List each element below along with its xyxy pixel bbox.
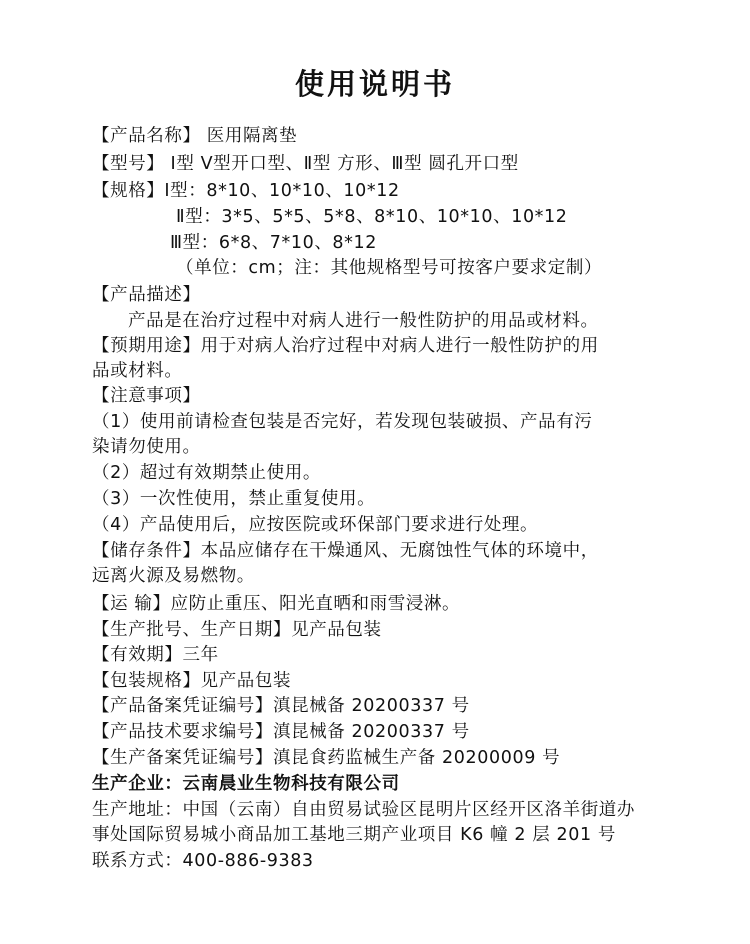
spec-unit-note: （单位：cm；注：其他规格型号可按客户要求定制） (176, 258, 603, 278)
precaution-3: （3）一次性使用，禁止重复使用。 (92, 489, 376, 509)
batch-date-line: 【生产批号、生产日期】见产品包装 (92, 620, 382, 640)
storage-line-1: 【储存条件】本品应储存在干燥通风、无腐蚀性气体的环境中， (92, 541, 599, 561)
manufacturer-line: 生产企业：云南晨业生物科技有限公司 (92, 774, 400, 794)
packaging-line: 【包装规格】见产品包装 (92, 671, 292, 691)
storage-line-2: 远离火源及易燃物。 (92, 566, 255, 586)
precautions-heading: 【注意事项】 (92, 386, 201, 406)
precaution-4: （4）产品使用后，应按医院或环保部门要求进行处理。 (92, 515, 539, 535)
precaution-1-line-2: 染请勿使用。 (92, 437, 201, 457)
production-filing-number-line: 【生产备案凭证编号】滇昆食药监械生产备 20200009 号 (92, 748, 561, 768)
description-text: 产品是在治疗过程中对病人进行一般性防护的用品或材料。 (128, 311, 599, 331)
address-line-1: 生产地址：中国（云南）自由贸易试验区昆明片区经开区洛羊街道办 (92, 800, 635, 820)
model-line: 【型号】 Ⅰ型 Ⅴ型开口型、Ⅱ型 方形、Ⅲ型 圆孔开口型 (92, 154, 519, 174)
address-line-2: 事处国际贸易城小商品加工基地三期产业项目 K6 幢 2 层 201 号 (92, 825, 617, 845)
document-title: 使用说明书 (294, 67, 455, 101)
intended-use-line-2: 品或材料。 (92, 361, 183, 381)
spec-type3-line: Ⅲ型：6*8、7*10、8*12 (170, 233, 377, 253)
description-heading: 【产品描述】 (92, 285, 201, 305)
technical-requirement-number-line: 【产品技术要求编号】滇昆械备 20200337 号 (92, 722, 470, 742)
transport-line: 【运 输】应防止重压、阳光直晒和雨雪浸淋。 (92, 594, 461, 614)
precaution-2: （2）超过有效期禁止使用。 (92, 463, 321, 483)
validity-line: 【有效期】三年 (92, 645, 219, 665)
product-filing-number-line: 【产品备案凭证编号】滇昆械备 20200337 号 (92, 696, 470, 716)
contact-line: 联系方式：400-886-9383 (92, 851, 314, 871)
spec-type1-line: 【规格】Ⅰ型：8*10、10*10、10*12 (92, 181, 400, 201)
precaution-1-line-1: （1）使用前请检查包装是否完好，若发现包装破损、产品有污 (92, 412, 593, 432)
spec-type2-line: Ⅱ型：3*5、5*5、5*8、8*10、10*10、10*12 (176, 207, 568, 227)
intended-use-line-1: 【预期用途】用于对病人治疗过程中对病人进行一般性防护的用 (92, 336, 599, 356)
product-name-line: 【产品名称】 医用隔离垫 (92, 126, 298, 146)
